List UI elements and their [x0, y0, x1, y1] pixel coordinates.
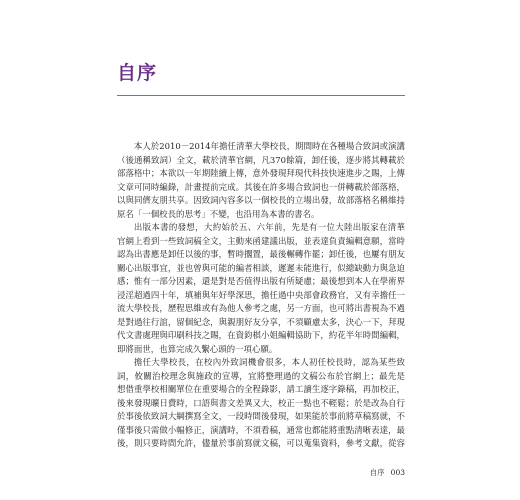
- text-line: 即將面世，也算完成久繫心頭的一項心願。: [117, 343, 278, 354]
- text-line: 僅事後只需做小幅修正，演講時，不須看稿，通常也都能將重點清晰表達，最: [117, 424, 405, 435]
- text-line: 文章可同時編錄，計畫提前完成。其後在許多場合致詞也一併轉載於部落格，: [117, 181, 405, 192]
- text-line: 部落格中；本欲以一年期陸續上傳，意外發現拜現代科技快速進步之賜，上傳: [117, 168, 405, 178]
- text-line: 關心出版事宜，並也曾與可能的編者相談，遲遲未能進行，似總缺動力與急迫: [117, 262, 405, 273]
- text-line: 擔任大學校長，在校內外致詞機會很多，本人初任校長時，認為某些致: [133, 357, 405, 367]
- paragraph: [117, 221, 405, 356]
- text-line: 官網上看到一些致詞稿全文，主動來函建議出版，並表達負責編輯意願，當時: [117, 235, 405, 246]
- text-line: 浸淫超過四十年，填補與年好學深思，擔任過中央部會政務官，又有幸擔任一: [117, 289, 405, 300]
- text-line: 是對過往行誼，留個紀念，與親朋好友分享，不須顧慮太多，決心一下，拜現: [117, 316, 405, 327]
- text-line: 認為出書應是卸任以後的事，暫時擱置，最後輾轉作罷；卸任後，也屢有朋友: [117, 249, 405, 259]
- text-line: 流大學校長，歷程思維或有為他人參考之處，另一方面，也可將出書視為不過: [117, 303, 405, 313]
- text-line: 出版本書的發想，大約始於五、六年前，先是有一位大陸出版家在清華: [133, 222, 405, 232]
- text-line: 後來發現曠日費時，口語與書文差異又大，校正一點也不輕鬆；於是改為自行: [117, 397, 405, 408]
- text-line: 想借重學校相關單位在重要場合的全程錄影，請工讀生逐字錄稿，再加校正，: [117, 384, 405, 394]
- page-footer: [370, 468, 405, 478]
- text-line: 本人於2010－2014年擔任清華大學校長，期間時在各種場合致詞或演講: [133, 141, 405, 151]
- page-number: 003: [390, 468, 405, 477]
- paragraph: [117, 356, 405, 451]
- text-line: 詞，攸關治校理念與施政的宣導，宜將整理過的文稿公布於官網上；最先是: [117, 370, 405, 381]
- text-line: 以與同儕友朋共享。因致詞內容多以一個校長的立場出發，故部落格名稱維持: [117, 195, 405, 205]
- text-line: （後通稱致詞）全文，載於清華官網，凡370餘篇，卸任後，逐步將其轉載於: [117, 154, 405, 165]
- page-title: 自序: [117, 62, 158, 84]
- body-text: [117, 140, 405, 451]
- text-line: 後，則只要時間允許，儘量於事前寫就文稿，可以蒐集資料，參考文獻，從容: [117, 438, 405, 448]
- text-line: 於事後依致詞大綱撰寫全文，一段時間後發現，如果能於事前將草稿寫就，不: [117, 411, 405, 421]
- footer-section-title: 自序: [369, 468, 385, 477]
- title-divider: [117, 95, 405, 96]
- text-line: 原名「一個校長的思考」不變，也沿用為本書的書名。: [117, 208, 320, 219]
- paragraph: [117, 140, 405, 221]
- text-line: 感；惟有一部分因素，還是對是否值得出版有所疑慮；最後想到本人在學術界: [117, 276, 405, 286]
- text-line: 代文書處理與印刷科技之賜，在資鈞棋小姐編輯協助下，約花半年時間編輯，: [117, 330, 405, 340]
